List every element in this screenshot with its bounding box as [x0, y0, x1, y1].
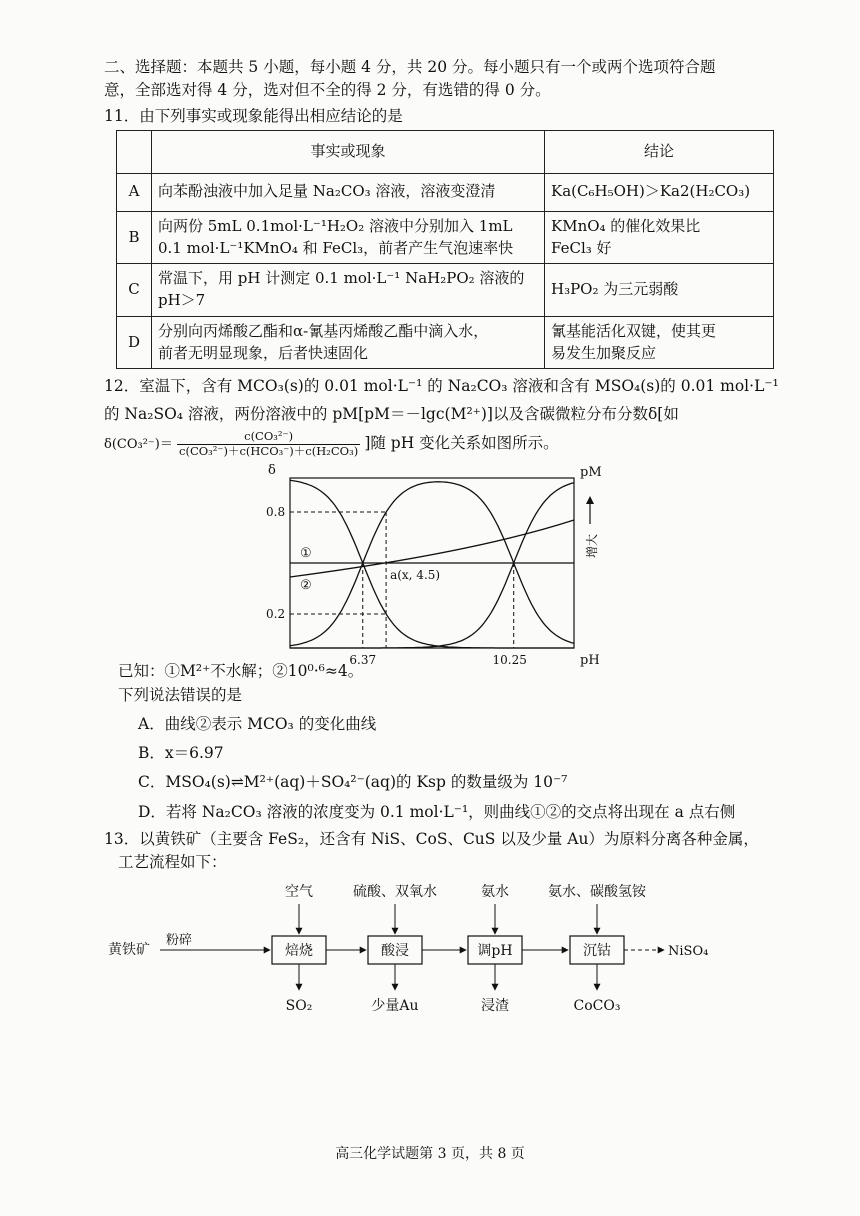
- q12-line2: 的 Na₂SO₄ 溶液，两份溶液中的 pM[pM＝－lgc(M²⁺)]以及含碳微粒分布分数δ[如: [104, 404, 679, 423]
- row-key: D: [117, 316, 152, 369]
- y-axis-label-right: pM: [580, 465, 602, 481]
- input-label: 氨水: [481, 884, 509, 901]
- row-conclusion: [545, 316, 774, 369]
- q12-option-d: D．若将 Na₂CO₃ 溶液的浓度变为 0.1 mol·L⁻¹，则曲线①②的交点将出现在 a 点右侧: [138, 802, 736, 821]
- delta-fraction: [177, 430, 360, 459]
- row-conclusion-line: FeCl₃ 好: [551, 238, 612, 257]
- row-fact-line: 0.1 mol·L⁻¹KMnO₄ 和 FeCl₃，前者产生气泡速率快: [158, 238, 514, 257]
- output-label: 少量Au: [371, 998, 419, 1015]
- row-conclusion: Ka(C₆H₅OH)＞Ka2(H₂CO₃): [545, 173, 774, 211]
- output-label: SO₂: [285, 998, 313, 1015]
- row-fact-line: 分别向丙烯酸乙酯和α-氰基丙烯酸乙酯中滴入水，: [158, 321, 489, 340]
- q13-line2: 工艺流程如下：: [118, 853, 227, 872]
- page-footer: 高三化学试题第 3 页，共 8 页: [335, 1146, 525, 1162]
- output-label: CoCO₃: [573, 998, 621, 1015]
- process-step-label: 焙烧: [285, 943, 313, 960]
- row-fact-line: 前者无明显现象，后者快速固化: [158, 343, 369, 362]
- y-axis-label-left: δ: [268, 463, 276, 479]
- point-a-label: a(x, 4.5): [390, 568, 441, 583]
- fraction-numerator: c(CO₃²⁻): [177, 430, 360, 445]
- raw-material-label: 黄铁矿: [108, 942, 150, 959]
- row-fact: [152, 316, 545, 369]
- fraction-denominator: c(CO₃²⁻)＋c(HCO₃⁻)＋c(H₂CO₃): [179, 443, 359, 458]
- hco3-curve: [290, 482, 574, 646]
- row-key: A: [117, 173, 152, 211]
- row-conclusion: [545, 211, 774, 264]
- input-label: 空气: [285, 884, 313, 901]
- section-header-line2: 意，全部选对得 4 分，选对但不全的得 2 分，有选错的得 0 分。: [104, 81, 551, 100]
- table-row: [117, 316, 774, 369]
- output-label: 浸渣: [481, 998, 509, 1015]
- table-row: [117, 211, 774, 264]
- final-product-label: NiSO₄: [668, 944, 709, 960]
- q12-line1: 12．室温下，含有 MCO₃(s)的 0.01 mol·L⁻¹ 的 Na₂CO₃ 溶液和含有 MSO₄(s)的 0.01 mol·L⁻¹: [104, 377, 779, 396]
- input-label: 氨水、碳酸氢铵: [548, 884, 646, 901]
- curve-label-1: ①: [300, 546, 312, 562]
- q12-delta-definition: [104, 430, 764, 459]
- q12-option-c: C．MSO₄(s)⇌M²⁺(aq)＋SO₄²⁻(aq)的 Ksp 的数量级为 10⁻⁷: [138, 773, 568, 792]
- exam-page: [104, 56, 779, 1038]
- y-tick-label: 0.2: [266, 607, 286, 622]
- row-conclusion-line: 氰基能活化双键，使其更: [551, 321, 717, 340]
- delta-lhs: δ(CO₃²⁻)＝: [104, 436, 173, 452]
- process-step-label: 调pH: [477, 943, 513, 960]
- q12-option-a: A．曲线②表示 MCO₃ 的变化曲线: [138, 714, 377, 733]
- row-fact: [152, 264, 545, 317]
- process-flow-diagram: [104, 878, 764, 1038]
- row-conclusion: H₃PO₂ 为三元弱酸: [545, 264, 774, 317]
- q12-figure: [104, 460, 764, 669]
- question-11: [104, 105, 764, 370]
- row-fact-line: pH＞7: [158, 291, 206, 309]
- table-header-conclusion: 结论: [545, 130, 774, 173]
- row-fact-line: 向两份 5mL 0.1mol·L⁻¹H₂O₂ 溶液中分别加入 1mL: [158, 216, 513, 235]
- section-header-line1: 二、选择题：本题共 5 小题，每小题 4 分，共 20 分。每小题只有一个或两个选项符合题: [104, 58, 716, 76]
- q11-stem: 11．由下列事实或现象能得出相应结论的是: [104, 106, 403, 125]
- row-key: B: [117, 211, 152, 264]
- row-fact: 向苯酚浊液中加入足量 Na₂CO₃ 溶液，溶液变澄清: [152, 173, 545, 211]
- input-label: 硫酸、双氧水: [353, 884, 437, 901]
- distribution-chart: [104, 460, 764, 669]
- table-row: [117, 264, 774, 317]
- delta-tail: ]随 pH 变化关系如图所示。: [364, 433, 559, 452]
- row-key: C: [117, 264, 152, 317]
- q11-table: [116, 130, 774, 370]
- q12-known: 已知：①M²⁺不水解；②10⁰·⁶≈4。: [118, 662, 364, 681]
- row-conclusion-line: 易发生加聚反应: [551, 343, 657, 362]
- section-header: [104, 56, 764, 103]
- right-axis-arrowhead: [586, 496, 594, 504]
- x-tick-label: 6.37: [349, 653, 377, 668]
- question-12: [104, 375, 779, 824]
- q13-line1: 13．以黄铁矿（主要含 FeS₂，还含有 NiS、CoS、CuS 以及少量 Au）为原料分离各种金属，: [104, 829, 759, 848]
- table-header-key: [117, 130, 152, 173]
- row-fact-line: 常温下，用 pH 计测定 0.1 mol·L⁻¹ NaH₂PO₂ 溶液的: [158, 269, 525, 288]
- q12-ask: 下列说法错误的是: [118, 685, 243, 704]
- curve-label-2: ②: [300, 578, 312, 594]
- process-step-label: 酸浸: [381, 943, 409, 960]
- x-tick-label: 10.25: [492, 653, 527, 668]
- q12-option-b: B．x＝6.97: [138, 744, 224, 763]
- table-header-row: [117, 130, 774, 173]
- process-step-label: 沉钴: [583, 943, 611, 960]
- grind-label: 粉碎: [166, 933, 193, 949]
- table-row: [117, 173, 774, 211]
- right-axis-note: 增大: [585, 534, 599, 559]
- question-13: [104, 828, 764, 1039]
- row-conclusion-line: KMnO₄ 的催化效果比: [551, 216, 701, 235]
- process-flow: [104, 878, 764, 1038]
- row-fact: [152, 211, 545, 264]
- y-tick-label: 0.8: [266, 505, 286, 520]
- table-header-fact: 事实或现象: [152, 130, 545, 173]
- x-axis-label: pH: [580, 653, 600, 669]
